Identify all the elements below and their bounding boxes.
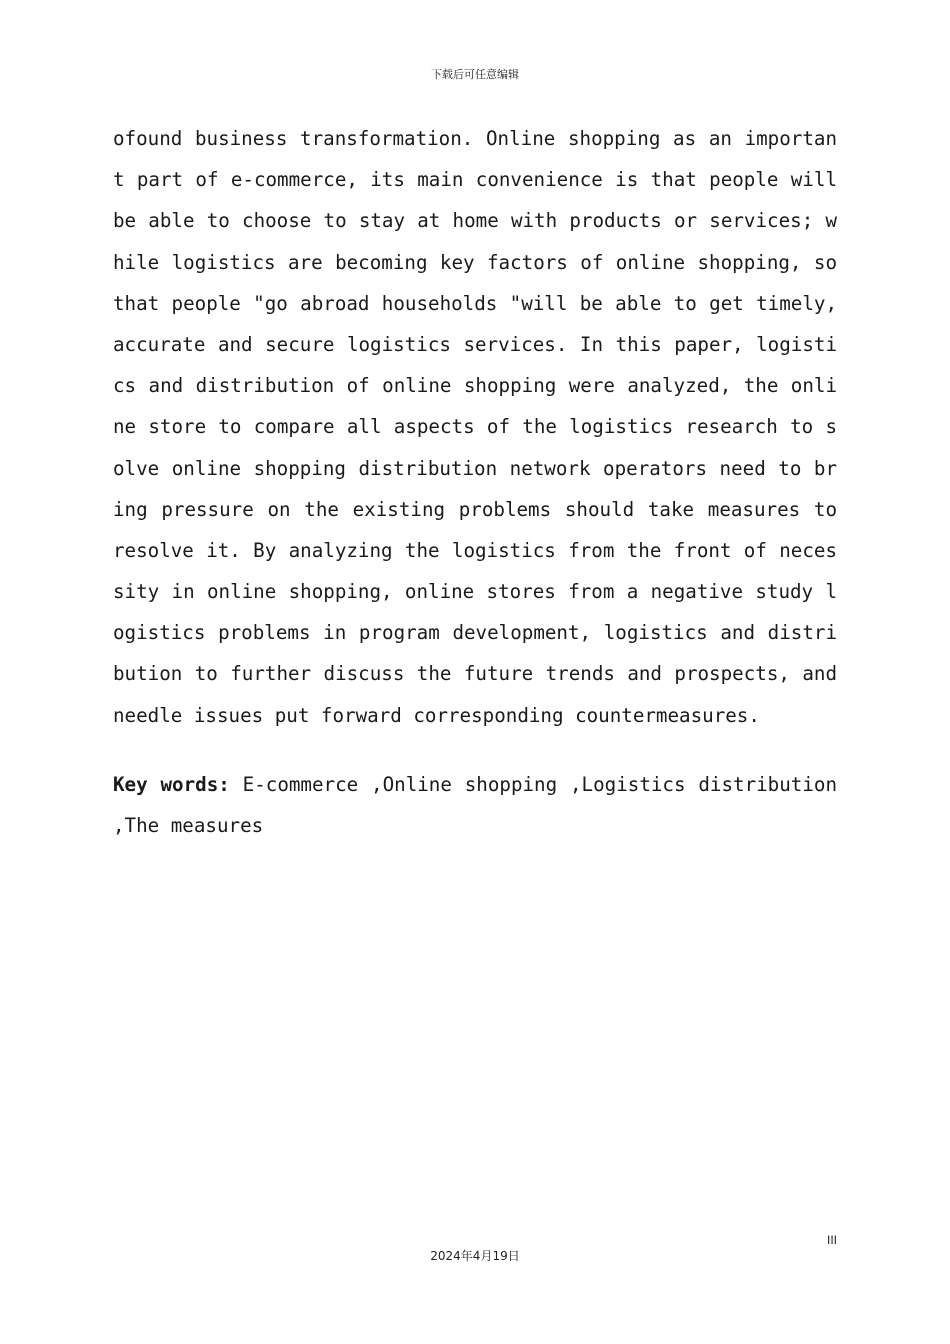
- body-line: accurate and secure logistics services. In this paper, logisti: [113, 332, 837, 356]
- page-number: III: [826, 1233, 837, 1247]
- page-header: 下载后可任意编辑: [431, 68, 519, 81]
- body-line: hile logistics are becoming key factors of online shopping, so: [113, 250, 837, 274]
- keywords-label: Key words:: [113, 773, 230, 796]
- body-line: needle issues put forward corresponding countermeasures.: [113, 703, 760, 727]
- body-line: bution to further discuss the future trends and prospects, and: [113, 662, 837, 686]
- body-line: that people "go abroad households "will be able to get timely,: [113, 291, 837, 315]
- body-line: be able to choose to stay at home with products or services; w: [113, 209, 837, 233]
- body-line: sity in online shopping, online stores from a negative study l: [113, 580, 837, 604]
- keywords-list: E-commerce ,Online shopping ,Logistics distribution: [229, 773, 837, 796]
- footer-date: 2024年4月19日: [430, 1249, 520, 1263]
- abstract-body: [113, 118, 837, 736]
- body-line: ne store to compare all aspects of the logistics research to s: [113, 415, 837, 439]
- body-line: ogistics problems in program development, logistics and distri: [113, 621, 837, 645]
- body-line: cs and distribution of online shopping were analyzed, the onli: [113, 374, 837, 398]
- keywords-line: [113, 764, 837, 805]
- keywords-list-continued: ,The measures: [113, 814, 264, 838]
- body-line: olve online shopping distribution network operators need to br: [113, 456, 837, 480]
- body-line: ofound business transformation. Online shopping as an importan: [113, 127, 837, 150]
- body-line: ing pressure on the existing problems should take measures to: [113, 497, 837, 521]
- keywords-section: [113, 764, 837, 846]
- body-line: t part of e-commerce, its main convenience is that people will: [113, 168, 837, 192]
- body-line: resolve it. By analyzing the logistics from the front of neces: [113, 538, 837, 562]
